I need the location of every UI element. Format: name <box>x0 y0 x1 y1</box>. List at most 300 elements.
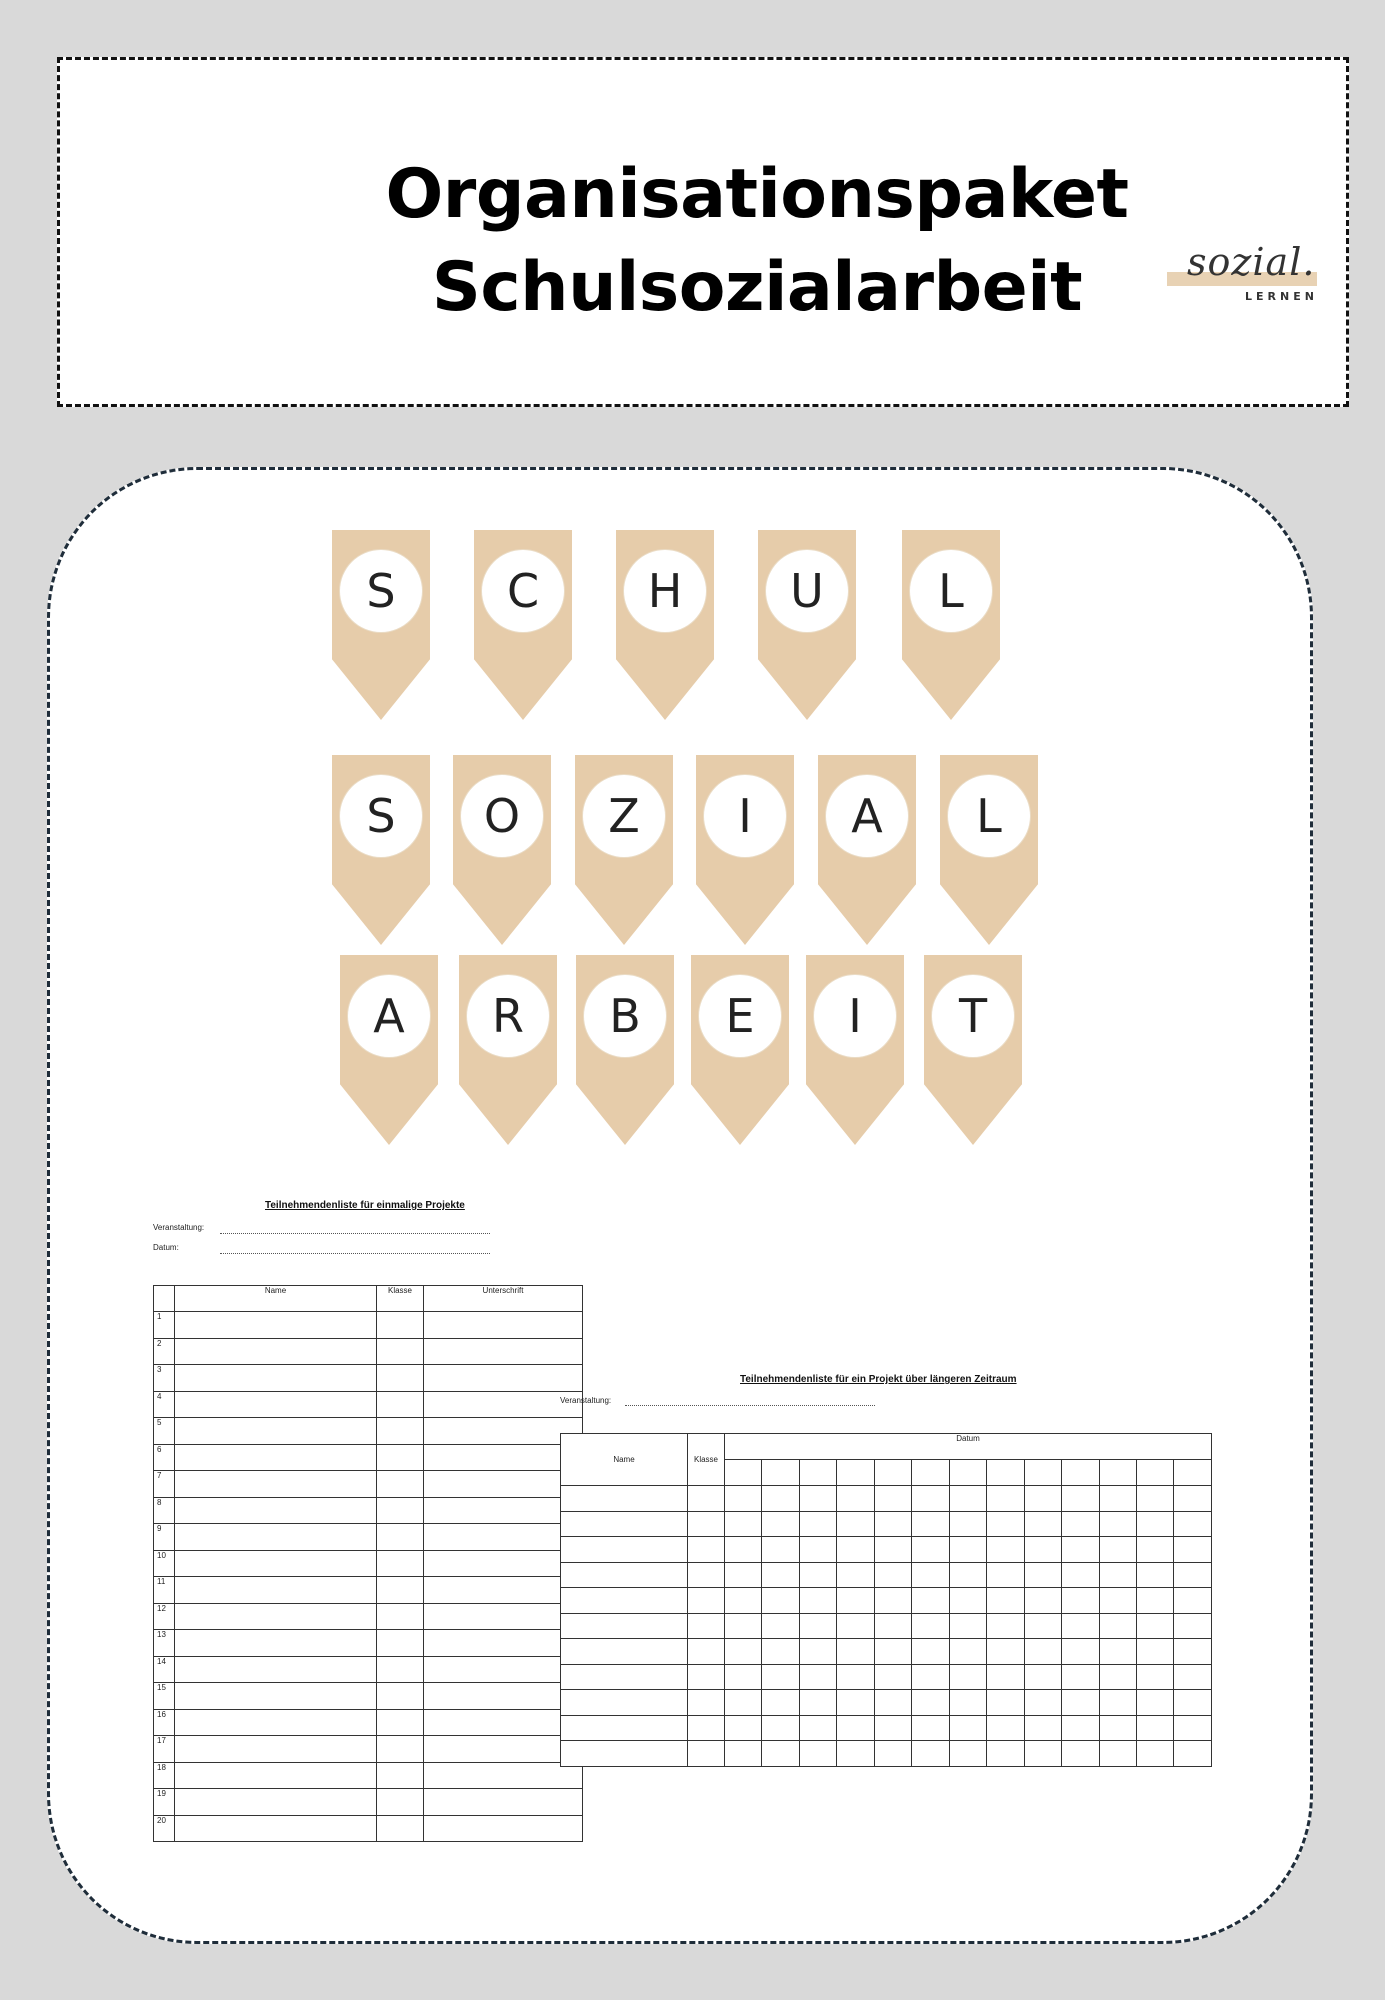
pennant-letter: B <box>584 975 666 1057</box>
table-cell <box>1099 1664 1136 1690</box>
table-row <box>154 1709 583 1736</box>
table-row <box>154 1550 583 1577</box>
table-cell <box>799 1562 836 1588</box>
table-cell <box>1024 1613 1061 1639</box>
table-cell <box>377 1736 424 1763</box>
pennant-letter: L <box>910 550 992 632</box>
table-row <box>154 1762 583 1789</box>
table-cell <box>799 1486 836 1512</box>
table-row <box>154 1683 583 1710</box>
title-box <box>57 57 1349 407</box>
table-cell <box>175 1630 377 1657</box>
table-cell <box>762 1664 799 1690</box>
table-cell <box>1024 1741 1061 1767</box>
table-cell <box>987 1741 1024 1767</box>
table-cell <box>799 1715 836 1741</box>
table-cell <box>688 1588 725 1614</box>
table-cell <box>987 1715 1024 1741</box>
table-row <box>154 1656 583 1683</box>
table-cell <box>377 1418 424 1445</box>
table-cell <box>377 1312 424 1339</box>
table-cell <box>175 1736 377 1763</box>
table-row <box>561 1639 1212 1665</box>
col-date: Datum <box>725 1434 1212 1460</box>
table-cell <box>987 1486 1024 1512</box>
table-cell <box>762 1562 799 1588</box>
table-cell <box>377 1815 424 1842</box>
table-cell <box>688 1486 725 1512</box>
table-cell <box>1174 1511 1212 1537</box>
table-cell <box>561 1562 688 1588</box>
table-cell <box>874 1588 911 1614</box>
table-cell <box>1062 1741 1099 1767</box>
list-long-table <box>560 1433 1212 1767</box>
date-cell <box>762 1460 799 1486</box>
event-line <box>220 1233 490 1234</box>
event-line <box>625 1405 875 1406</box>
pennant-letter: A <box>826 775 908 857</box>
table-row <box>561 1562 1212 1588</box>
participant-list-long <box>555 1370 1215 1770</box>
row-number: 11 <box>154 1577 175 1604</box>
table-cell <box>377 1789 424 1816</box>
logo-sub-text: LERNEN <box>1245 290 1318 303</box>
list-long-title: Teilnehmendenliste für ein Projekt über längeren Zeitraum <box>740 1374 1017 1385</box>
table-cell <box>1136 1639 1173 1665</box>
table-row <box>561 1690 1212 1716</box>
table-cell <box>837 1588 874 1614</box>
table-cell <box>561 1741 688 1767</box>
table-cell <box>762 1537 799 1563</box>
table-cell <box>1136 1486 1173 1512</box>
table-cell <box>1174 1741 1212 1767</box>
table-cell <box>1062 1613 1099 1639</box>
table-cell <box>1062 1511 1099 1537</box>
table-row <box>561 1715 1212 1741</box>
table-cell <box>949 1588 986 1614</box>
table-cell <box>1136 1588 1173 1614</box>
table-row <box>154 1524 583 1551</box>
table-cell <box>1136 1741 1173 1767</box>
table-cell <box>1099 1690 1136 1716</box>
table-cell <box>912 1741 949 1767</box>
table-cell <box>837 1562 874 1588</box>
table-row <box>561 1664 1212 1690</box>
table-cell <box>912 1639 949 1665</box>
table-row <box>154 1444 583 1471</box>
table-cell <box>987 1511 1024 1537</box>
pennant-letter: R <box>467 975 549 1057</box>
date-cell <box>837 1460 874 1486</box>
table-cell <box>949 1741 986 1767</box>
table-cell <box>561 1537 688 1563</box>
table-cell <box>874 1511 911 1537</box>
table-cell <box>1062 1562 1099 1588</box>
table-cell <box>837 1613 874 1639</box>
table-cell <box>799 1511 836 1537</box>
table-cell <box>175 1603 377 1630</box>
table-cell <box>1099 1741 1136 1767</box>
table-cell <box>1024 1690 1061 1716</box>
table-row <box>154 1630 583 1657</box>
table-cell <box>837 1639 874 1665</box>
table-cell <box>912 1511 949 1537</box>
table-cell <box>377 1365 424 1392</box>
table-cell <box>175 1550 377 1577</box>
table-cell <box>1024 1486 1061 1512</box>
table-cell <box>912 1715 949 1741</box>
table-cell <box>175 1762 377 1789</box>
table-cell <box>377 1603 424 1630</box>
table-cell <box>725 1511 762 1537</box>
table-row <box>154 1789 583 1816</box>
table-row <box>154 1312 583 1339</box>
table-cell <box>987 1537 1024 1563</box>
date-cell <box>874 1460 911 1486</box>
table-cell <box>874 1664 911 1690</box>
table-cell <box>1099 1537 1136 1563</box>
table-row <box>154 1391 583 1418</box>
table-cell <box>1174 1690 1212 1716</box>
table-cell <box>725 1588 762 1614</box>
date-cell <box>725 1460 762 1486</box>
table-row <box>154 1497 583 1524</box>
table-cell <box>175 1497 377 1524</box>
table-row <box>561 1511 1212 1537</box>
date-cell <box>1136 1460 1173 1486</box>
brand-logo <box>1157 210 1337 310</box>
table-cell <box>949 1639 986 1665</box>
table-cell <box>1136 1613 1173 1639</box>
pennant-letter: H <box>624 550 706 632</box>
table-cell <box>377 1630 424 1657</box>
table-cell <box>175 1815 377 1842</box>
table-cell <box>987 1613 1024 1639</box>
row-number: 5 <box>154 1418 175 1445</box>
table-cell <box>837 1741 874 1767</box>
date-label: Datum: <box>153 1243 179 1252</box>
table-cell <box>874 1486 911 1512</box>
table-cell <box>377 1524 424 1551</box>
table-cell <box>424 1338 583 1365</box>
table-cell <box>1136 1562 1173 1588</box>
table-cell <box>688 1613 725 1639</box>
date-cell <box>799 1460 836 1486</box>
table-cell <box>1174 1486 1212 1512</box>
table-row <box>154 1815 583 1842</box>
table-cell <box>799 1690 836 1716</box>
table-cell <box>874 1741 911 1767</box>
table-cell <box>799 1537 836 1563</box>
table-cell <box>799 1588 836 1614</box>
table-cell <box>175 1709 377 1736</box>
table-cell <box>175 1418 377 1445</box>
table-cell <box>1099 1511 1136 1537</box>
table-cell <box>725 1537 762 1563</box>
table-cell <box>1099 1588 1136 1614</box>
table-cell <box>561 1486 688 1512</box>
table-cell <box>799 1664 836 1690</box>
row-number: 15 <box>154 1683 175 1710</box>
table-cell <box>837 1486 874 1512</box>
table-cell <box>424 1815 583 1842</box>
table-cell <box>377 1577 424 1604</box>
table-cell <box>874 1715 911 1741</box>
banner-pennant <box>818 755 916 945</box>
table-cell <box>912 1588 949 1614</box>
banner-preview <box>318 530 1058 1140</box>
banner-pennant <box>902 530 1000 720</box>
banner-pennant <box>924 955 1022 1145</box>
pennant-letter: S <box>340 550 422 632</box>
banner-pennant <box>474 530 572 720</box>
date-cell <box>1062 1460 1099 1486</box>
date-cell <box>987 1460 1024 1486</box>
row-number: 7 <box>154 1471 175 1498</box>
pennant-letter: S <box>340 775 422 857</box>
table-row <box>154 1418 583 1445</box>
table-cell <box>175 1391 377 1418</box>
table-cell <box>1174 1613 1212 1639</box>
col-class: Klasse <box>688 1434 725 1486</box>
table-cell <box>377 1656 424 1683</box>
table-cell <box>912 1562 949 1588</box>
table-cell <box>561 1664 688 1690</box>
pennant-letter: U <box>766 550 848 632</box>
col-class: Klasse <box>377 1286 424 1312</box>
table-cell <box>799 1613 836 1639</box>
table-cell <box>1099 1562 1136 1588</box>
table-cell <box>1024 1664 1061 1690</box>
list-single-table <box>153 1285 583 1842</box>
table-cell <box>725 1562 762 1588</box>
logo-script-text: sozial. <box>1187 240 1316 284</box>
table-cell <box>799 1741 836 1767</box>
table-cell <box>949 1715 986 1741</box>
row-number: 9 <box>154 1524 175 1551</box>
table-cell <box>688 1639 725 1665</box>
table-cell <box>987 1562 1024 1588</box>
table-cell <box>837 1715 874 1741</box>
row-number: 10 <box>154 1550 175 1577</box>
table-row <box>154 1603 583 1630</box>
table-cell <box>949 1486 986 1512</box>
table-cell <box>762 1613 799 1639</box>
table-cell <box>874 1613 911 1639</box>
event-label: Veranstaltung: <box>153 1223 205 1232</box>
table-cell <box>561 1715 688 1741</box>
table-cell <box>1136 1537 1173 1563</box>
row-number: 6 <box>154 1444 175 1471</box>
banner-pennant <box>758 530 856 720</box>
table-cell <box>725 1741 762 1767</box>
table-row <box>561 1613 1212 1639</box>
pennant-letter: A <box>348 975 430 1057</box>
table-row <box>154 1471 583 1498</box>
row-number: 14 <box>154 1656 175 1683</box>
row-number: 17 <box>154 1736 175 1763</box>
table-cell <box>377 1391 424 1418</box>
date-cell <box>1099 1460 1136 1486</box>
row-number: 18 <box>154 1762 175 1789</box>
table-cell <box>1062 1715 1099 1741</box>
table-cell <box>1099 1613 1136 1639</box>
page-title-line-1: Organisationspaket <box>385 155 1129 234</box>
table-cell <box>1136 1715 1173 1741</box>
banner-pennant <box>576 955 674 1145</box>
table-cell <box>837 1690 874 1716</box>
table-cell <box>175 1524 377 1551</box>
banner-pennant <box>332 530 430 720</box>
table-cell <box>377 1683 424 1710</box>
table-cell <box>175 1471 377 1498</box>
col-signature: Unterschrift <box>424 1286 583 1312</box>
banner-pennant <box>616 530 714 720</box>
banner-pennant <box>332 755 430 945</box>
table-cell <box>1174 1715 1212 1741</box>
table-cell <box>688 1511 725 1537</box>
table-cell <box>725 1613 762 1639</box>
banner-pennant <box>691 955 789 1145</box>
table-cell <box>725 1486 762 1512</box>
table-cell <box>1024 1588 1061 1614</box>
table-cell <box>725 1715 762 1741</box>
table-cell <box>1062 1639 1099 1665</box>
event-label: Veranstaltung: <box>560 1396 612 1405</box>
table-cell <box>1062 1588 1099 1614</box>
row-number: 3 <box>154 1365 175 1392</box>
table-cell <box>1136 1690 1173 1716</box>
table-cell <box>1024 1639 1061 1665</box>
table-cell <box>874 1537 911 1563</box>
table-cell <box>949 1511 986 1537</box>
row-number: 16 <box>154 1709 175 1736</box>
table-cell <box>1024 1511 1061 1537</box>
col-number <box>154 1286 175 1312</box>
table-cell <box>837 1664 874 1690</box>
table-cell <box>1024 1715 1061 1741</box>
table-row <box>154 1365 583 1392</box>
table-cell <box>912 1613 949 1639</box>
row-number: 2 <box>154 1338 175 1365</box>
table-cell <box>561 1588 688 1614</box>
table-cell <box>725 1639 762 1665</box>
table-cell <box>725 1664 762 1690</box>
table-cell <box>1174 1639 1212 1665</box>
table-cell <box>874 1690 911 1716</box>
banner-pennant <box>453 755 551 945</box>
row-number: 1 <box>154 1312 175 1339</box>
date-cell <box>1174 1460 1212 1486</box>
table-cell <box>175 1683 377 1710</box>
table-cell <box>874 1562 911 1588</box>
table-cell <box>377 1444 424 1471</box>
table-cell <box>1062 1664 1099 1690</box>
row-number: 12 <box>154 1603 175 1630</box>
table-cell <box>688 1715 725 1741</box>
table-cell <box>762 1486 799 1512</box>
table-row <box>154 1736 583 1763</box>
table-cell <box>987 1588 1024 1614</box>
table-cell <box>561 1690 688 1716</box>
table-cell <box>1099 1639 1136 1665</box>
table-cell <box>377 1762 424 1789</box>
table-cell <box>949 1664 986 1690</box>
table-cell <box>688 1537 725 1563</box>
table-cell <box>1024 1537 1061 1563</box>
table-cell <box>175 1312 377 1339</box>
table-cell <box>837 1511 874 1537</box>
table-cell <box>688 1664 725 1690</box>
table-cell <box>175 1577 377 1604</box>
table-row <box>561 1537 1212 1563</box>
table-cell <box>1174 1562 1212 1588</box>
table-row <box>561 1741 1212 1767</box>
banner-pennant <box>340 955 438 1145</box>
table-cell <box>912 1664 949 1690</box>
table-cell <box>837 1537 874 1563</box>
row-number: 20 <box>154 1815 175 1842</box>
row-number: 13 <box>154 1630 175 1657</box>
table-cell <box>949 1562 986 1588</box>
table-cell <box>377 1471 424 1498</box>
table-cell <box>912 1690 949 1716</box>
pennant-letter: I <box>704 775 786 857</box>
table-cell <box>762 1639 799 1665</box>
table-cell <box>949 1537 986 1563</box>
date-cell <box>912 1460 949 1486</box>
table-cell <box>987 1664 1024 1690</box>
table-cell <box>1174 1588 1212 1614</box>
table-cell <box>762 1690 799 1716</box>
table-row <box>154 1338 583 1365</box>
table-cell <box>377 1709 424 1736</box>
table-cell <box>688 1690 725 1716</box>
row-number: 19 <box>154 1789 175 1816</box>
table-cell <box>688 1562 725 1588</box>
table-cell <box>1136 1511 1173 1537</box>
table-cell <box>1174 1537 1212 1563</box>
table-cell <box>912 1537 949 1563</box>
table-cell <box>1062 1690 1099 1716</box>
table-cell <box>1136 1664 1173 1690</box>
table-cell <box>987 1639 1024 1665</box>
pennant-letter: L <box>948 775 1030 857</box>
table-cell <box>762 1715 799 1741</box>
table-row <box>154 1577 583 1604</box>
banner-pennant <box>696 755 794 945</box>
table-cell <box>688 1741 725 1767</box>
table-cell <box>799 1639 836 1665</box>
table-cell <box>175 1338 377 1365</box>
table-cell <box>1024 1562 1061 1588</box>
table-cell <box>949 1613 986 1639</box>
table-cell <box>377 1338 424 1365</box>
table-cell <box>762 1741 799 1767</box>
table-cell <box>424 1789 583 1816</box>
table-cell <box>1099 1486 1136 1512</box>
pennant-letter: Z <box>583 775 665 857</box>
banner-pennant <box>940 755 1038 945</box>
pennant-letter: O <box>461 775 543 857</box>
table-cell <box>377 1550 424 1577</box>
banner-pennant <box>806 955 904 1145</box>
banner-pennant <box>459 955 557 1145</box>
table-cell <box>725 1690 762 1716</box>
table-cell <box>762 1588 799 1614</box>
col-name: Name <box>561 1434 688 1486</box>
table-cell <box>175 1365 377 1392</box>
